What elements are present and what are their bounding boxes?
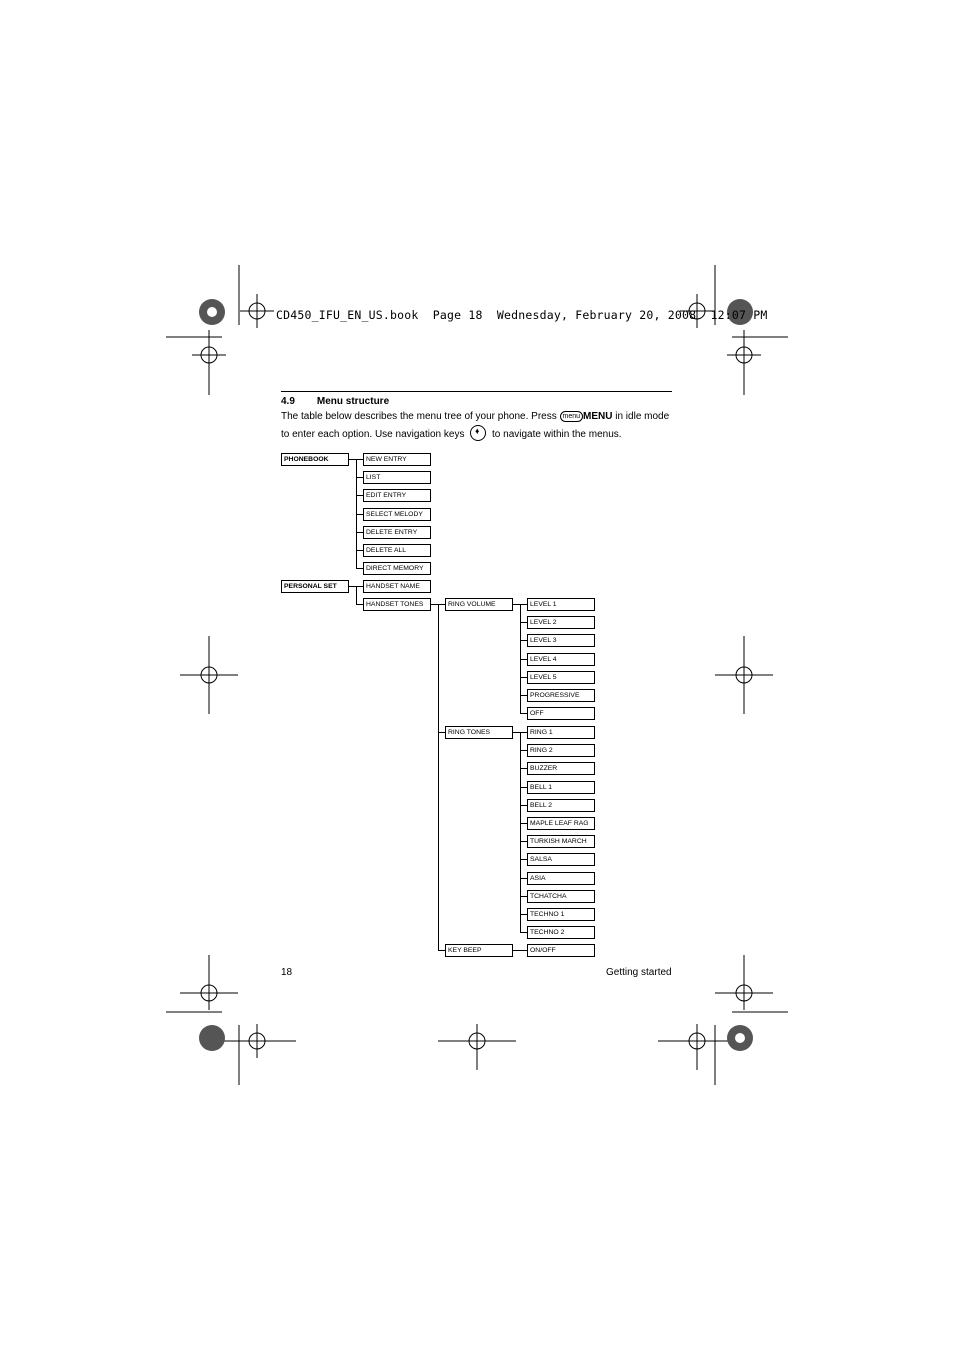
menu-item: LEVEL 2 [527, 616, 595, 629]
section-number: 4.9 [281, 396, 295, 407]
menu-handset-name: HANDSET NAME [363, 580, 431, 593]
intro-text-3: to navigate within the menus. [489, 428, 622, 440]
menu-phonebook: PHONEBOOK [281, 453, 349, 466]
menu-item: TECHNO 1 [527, 908, 595, 921]
menu-key-icon: menu [560, 411, 584, 422]
connector [520, 950, 527, 951]
connector [438, 604, 439, 950]
crosshair-right-lower [715, 955, 773, 1010]
connector [520, 659, 527, 660]
menu-item: LEVEL 4 [527, 653, 595, 666]
connector [520, 622, 527, 623]
connector [356, 459, 357, 569]
menu-item: OFF [527, 707, 595, 720]
connector [356, 586, 357, 604]
navigation-key-icon [470, 425, 486, 441]
file-info-header: CD450_IFU_EN_US.book Page 18 Wednesday, February 20, 2008 12:07 PM [276, 308, 768, 322]
connector [356, 477, 363, 478]
section-title-text: Menu structure [316, 396, 390, 407]
connector [520, 768, 527, 769]
starburst-bottom-left [199, 1025, 225, 1051]
menu-item: ASIA [527, 872, 595, 885]
menu-item: LEVEL 1 [527, 598, 595, 611]
connector [520, 732, 521, 933]
intro-text-2: in idle mode to enter each option. Use navigation keys [281, 411, 670, 440]
connector [520, 932, 527, 933]
page-number: 18 [281, 967, 293, 978]
connector [356, 495, 363, 496]
crosshair-bottom-right [658, 1024, 736, 1070]
connector [520, 713, 527, 714]
connector [520, 640, 527, 641]
menu-key-beep: KEY BEEP [445, 944, 513, 957]
connector [513, 732, 520, 733]
menu-item: DELETE ALL [363, 544, 431, 557]
crosshair-left-upper [192, 338, 226, 372]
crosshair-bottom-left [218, 1024, 296, 1058]
crosshair-right-mid [715, 636, 773, 714]
menu-item: DIRECT MEMORY [363, 562, 431, 575]
menu-item: SALSA [527, 853, 595, 866]
menu-item: SELECT MELODY [363, 508, 431, 521]
starburst-top-left [199, 299, 225, 325]
connector [356, 459, 363, 460]
connector [356, 550, 363, 551]
connector [438, 732, 445, 733]
menu-item: BELL 1 [527, 781, 595, 794]
connector [520, 604, 521, 714]
menu-item: MAPLE LEAF RAG [527, 817, 595, 830]
menu-item: TURKISH MARCH [527, 835, 595, 848]
connector [356, 514, 363, 515]
connector [520, 896, 527, 897]
menu-word: MENU [583, 411, 613, 422]
connector [520, 732, 527, 733]
connector [520, 841, 527, 842]
connector [356, 568, 363, 569]
starburst-bottom-right [727, 1025, 753, 1051]
menu-item: EDIT ENTRY [363, 489, 431, 502]
menu-item: NEW ENTRY [363, 453, 431, 466]
crosshair-right-upper [727, 338, 761, 372]
menu-item: TCHATCHA [527, 890, 595, 903]
connector [513, 604, 520, 605]
crosshair-left-lower [180, 955, 238, 1010]
connector [520, 878, 527, 879]
connector [356, 604, 363, 605]
connector [520, 950, 521, 951]
crosshair-bottom-center [438, 1024, 516, 1070]
menu-item: ON/OFF [527, 944, 595, 957]
intro-paragraph [281, 410, 676, 442]
crosshair-left-mid [180, 636, 238, 714]
connector [520, 695, 527, 696]
intro-text-1: The table below describes the menu tree of your phone. Press [281, 411, 560, 422]
menu-item: LEVEL 3 [527, 634, 595, 647]
connector [356, 532, 363, 533]
menu-handset-tones: HANDSET TONES [363, 598, 431, 611]
menu-item: TECHNO 2 [527, 926, 595, 939]
menu-item: LIST [363, 471, 431, 484]
connector [520, 914, 527, 915]
section-title [281, 396, 389, 407]
crosshair-top-left [240, 294, 274, 328]
connector [520, 805, 527, 806]
menu-item: BELL 2 [527, 799, 595, 812]
connector [438, 950, 445, 951]
connector [520, 677, 527, 678]
menu-item: PROGRESSIVE [527, 689, 595, 702]
menu-item: RING 2 [527, 744, 595, 757]
menu-item: BUZZER [527, 762, 595, 775]
menu-item: RING 1 [527, 726, 595, 739]
connector [520, 823, 527, 824]
connector [520, 787, 527, 788]
connector [520, 859, 527, 860]
menu-ring-volume: RING VOLUME [445, 598, 513, 611]
menu-personal-set: PERSONAL SET [281, 580, 349, 593]
menu-item: LEVEL 5 [527, 671, 595, 684]
connector [520, 604, 527, 605]
connector [513, 950, 520, 951]
menu-ring-tones: RING TONES [445, 726, 513, 739]
menu-item: DELETE ENTRY [363, 526, 431, 539]
section-rule [281, 391, 672, 392]
connector [520, 750, 527, 751]
footer-section-name: Getting started [606, 967, 672, 978]
